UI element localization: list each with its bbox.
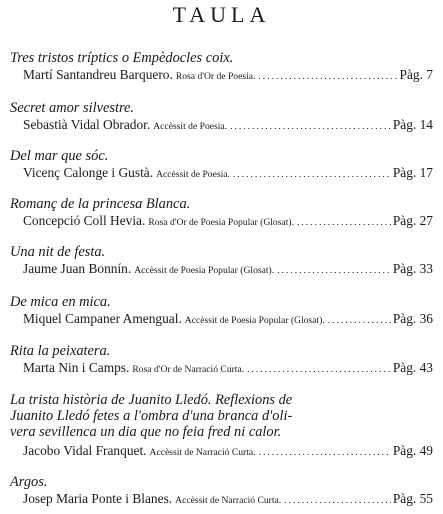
entry-credit-line: [23, 311, 433, 327]
entry-award: Accèssit de Poesia Popular (Glosat).: [184, 315, 325, 326]
entry-author: Concepció Coll Hevia.: [23, 213, 146, 228]
dot-leader: [233, 169, 391, 180]
entry-page-number: Pàg. 33: [392, 261, 433, 276]
entry-credit-line: [23, 213, 433, 229]
dot-leader: [230, 121, 391, 132]
entry-page-number: Pàg. 49: [392, 443, 433, 458]
entry-author: Martí Santandreu Barquero.: [23, 67, 173, 82]
entry-award: Accèssit de Poesia.: [156, 169, 230, 180]
entry-award: Accèssit de Narració Curta.: [175, 495, 282, 506]
entry-award: Rosa d'Or de Poesia.: [175, 71, 256, 82]
entry-title-line: La trista història de Juanito Lledó. Reflexions de: [10, 392, 293, 408]
entry-title: De mica en mica.: [10, 294, 111, 310]
entry-title: Romanç de la princesa Blanca.: [10, 196, 191, 212]
entry-award: Rosa d'Or de Poesia Popular (Glosat).: [148, 217, 294, 228]
entry-page-number: Pàg. 27: [392, 213, 433, 228]
entry-award: Accèssit de Poesia Popular (Glosat).: [134, 265, 275, 276]
entry-credit-line: [23, 443, 433, 459]
dot-leader: [328, 315, 391, 326]
entry-title-line: Juanito Lledó fetes a l'ombra d'una branca d'oli-: [10, 408, 293, 424]
entry-title: [10, 392, 433, 440]
entry-credit-line: [23, 117, 433, 133]
entry-page-number: Pàg. 43: [392, 360, 433, 375]
entry-page-number: Pàg. 7: [399, 67, 433, 82]
entry-author: Josep Maria Ponte i Blanes.: [23, 491, 173, 506]
entry-title-line: vera sevillenca un dia que no feia fred ni calor.: [10, 424, 282, 440]
entry-credit-line: [23, 165, 433, 181]
entry-title: Tres tristos tríptics o Empèdocles coix.: [10, 50, 234, 66]
entry-page-number: Pàg. 14: [392, 117, 433, 132]
entry-award: Accèssit de Poesia.: [153, 121, 228, 132]
entry-page-number: Pàg. 36: [392, 311, 433, 326]
dot-leader: [247, 364, 391, 375]
dot-leader: [284, 495, 391, 506]
entry-title: Argos.: [10, 474, 48, 490]
entry-credit-line: [23, 261, 433, 277]
dot-leader: [277, 265, 391, 276]
entry-author: Jaume Juan Bonnín.: [23, 261, 132, 276]
entry-author: Miquel Campaner Amengual.: [23, 311, 182, 326]
entry-page-number: Pàg. 17: [392, 165, 433, 180]
entry-author: Marta Nin i Camps.: [23, 360, 130, 375]
entry-award: Rosa d'Or de Narració Curta.: [132, 364, 245, 375]
entry-credit-line: [23, 67, 433, 83]
entry-credit-line: [23, 360, 433, 376]
entry-title: Una nit de festa.: [10, 244, 106, 260]
entry-credit-line: [23, 491, 433, 507]
dot-leader: [259, 447, 391, 458]
page-title: TAULA: [172, 2, 271, 27]
entry-page-number: Pàg. 55: [392, 491, 433, 506]
entry-award: Accèssit de Narració Curta.: [149, 447, 256, 458]
entry-author: Vicenç Calonge i Gustà.: [23, 165, 154, 180]
dot-leader: [258, 71, 397, 82]
entry-author: Sebastià Vidal Obrador.: [23, 117, 151, 132]
dot-leader: [297, 217, 391, 228]
entry-title: Del mar que sóc.: [10, 148, 109, 164]
entry-title: Secret amor silvestre.: [10, 100, 135, 116]
entry-title: Rita la peixatera.: [10, 343, 111, 359]
entry-author: Jacobo Vidal Franquet.: [23, 443, 147, 458]
